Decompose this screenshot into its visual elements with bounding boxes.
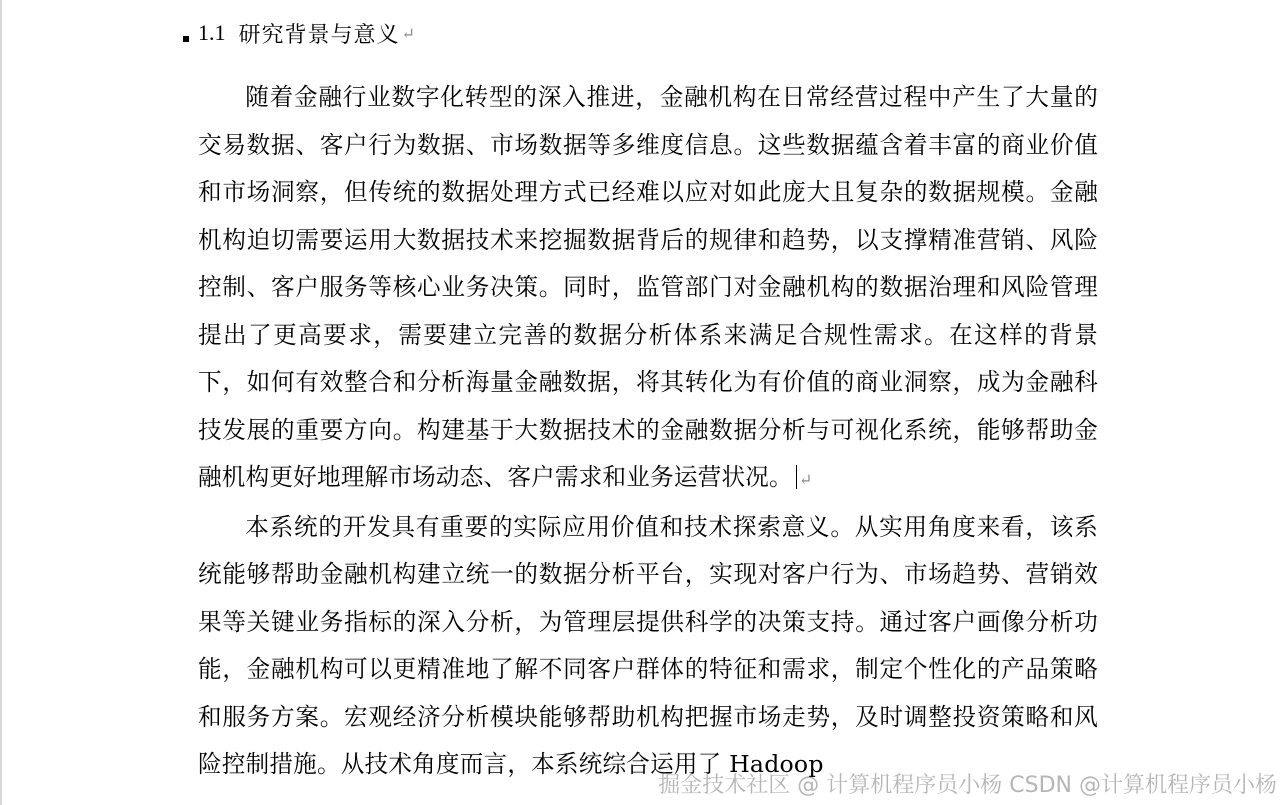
body-paragraph-2[interactable] (198, 504, 1098, 789)
document-body[interactable] (198, 10, 1098, 789)
watermark: 掘金技术社区 @ 计算机程序员小杨 CSDN @计算机程序员小杨 (658, 773, 1277, 798)
heading-list-marker (183, 36, 189, 42)
text-cursor (796, 465, 797, 489)
paragraph-mark-icon: ↵ (798, 470, 813, 489)
page-left-edge (0, 0, 2, 805)
heading-number: 1.1 (198, 20, 226, 45)
paragraph-2-text: 本系统的开发具有重要的实际应用价值和技术探索意义。从实用角度来看，该系统能够帮助金融机构建立统一的数据分析平台，实现对客户行为、市场趋势、营销效果等关键业务指标的深入分析，为管理层提供科学的决策支持。通过客户画像分析功能，金融机构可以更精准地了解不同客户群体的特征和需求，制定个性化的产品策略和服务方案。宏观经济分析模块能够帮助机构把握市场走势，及时调整投资策略和风险控制措施。从技术角度而言，本系统综合运用了 Hadoop (198, 512, 1098, 778)
paragraph-mark-icon: ↵ (401, 23, 415, 43)
heading-title: 研究背景与意义 (238, 22, 400, 48)
section-heading[interactable] (198, 10, 1098, 56)
paragraph-1-text: 随着金融行业数字化转型的深入推进，金融机构在日常经营过程中产生了大量的交易数据、客户行为数据、市场数据等多维度信息。这些数据蕴含着丰富的商业价值和市场洞察，但传统的数据处理方式已经难以应对如此庞大且复杂的数据规模。金融机构迫切需要运用大数据技术来挖掘数据背后的规律和趋势，以支撑精准营销、风险控制、客户服务等核心业务决策。同时，监管部门对金融机构的数据治理和风险管理提出了更高要求，需要建立完善的数据分析体系来满足合规性需求。在这样的背景下，如何有效整合和分析海量金融数据，将其转化为有价值的商业洞察，成为金融科技发展的重要方向。构建基于大数据技术的金融数据分析与可视化系统，能够帮助金融机构更好地理解市场动态、客户需求和业务运营状况。 (198, 83, 1098, 491)
body-paragraph-1[interactable] (198, 74, 1098, 504)
